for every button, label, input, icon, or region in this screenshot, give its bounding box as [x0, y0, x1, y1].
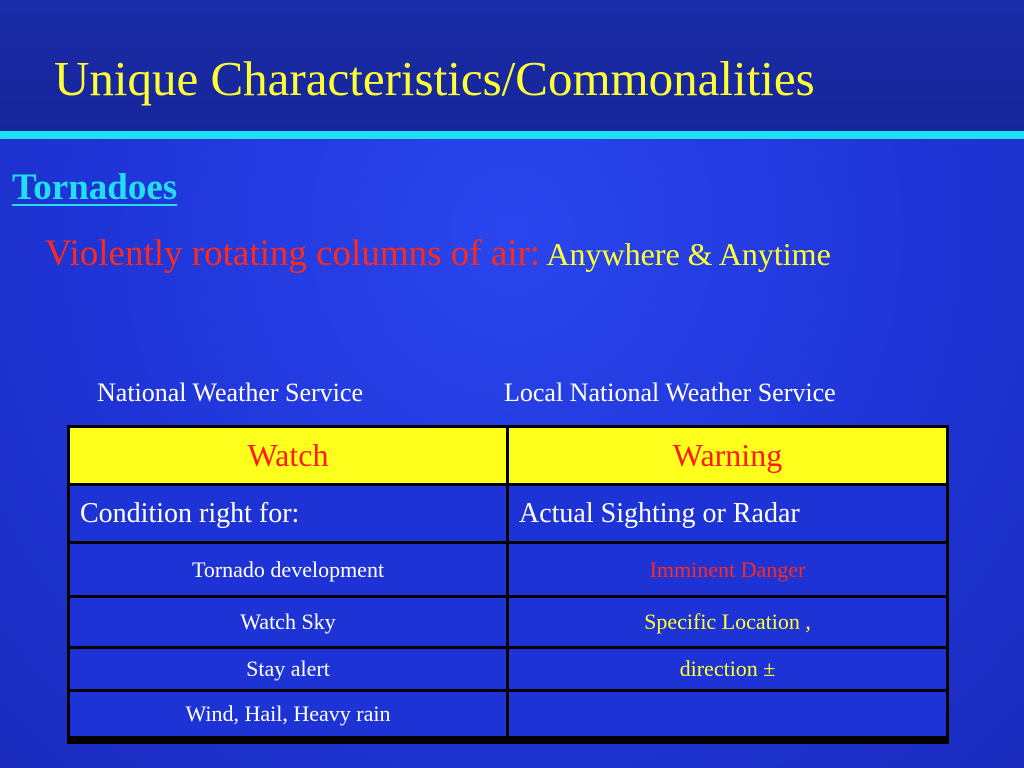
description-line: [45, 232, 831, 275]
column-caption-nws: National Weather Service: [97, 378, 363, 407]
column-caption-local-nws: Local National Weather Service: [504, 378, 836, 407]
table-cell: Condition right for:: [70, 486, 506, 541]
table-cell: Wind, Hail, Heavy rain: [70, 692, 506, 736]
slide-title: Unique Characteristics/Commonalities: [54, 51, 815, 106]
table-cell: Specific Location ,: [509, 598, 946, 646]
watch-warning-table: [67, 425, 949, 744]
table-cell: Watch Sky: [70, 598, 506, 646]
header-warning: Warning: [509, 428, 946, 483]
section-heading: Tornadoes: [12, 167, 178, 208]
title-band: [0, 0, 1024, 131]
description-main: Violently rotating columns of air:: [45, 233, 541, 274]
table-cell: Actual Sighting or Radar: [509, 486, 946, 541]
table-cell: Stay alert: [70, 649, 506, 689]
header-watch: Watch: [70, 428, 506, 483]
title-divider: [0, 131, 1024, 139]
table-cell: direction ±: [509, 649, 946, 689]
description-tail: Anywhere & Anytime: [540, 236, 831, 272]
table-cell: Imminent Danger: [509, 544, 946, 595]
table-cell-empty: [509, 692, 946, 736]
table-cell: Tornado development: [70, 544, 506, 595]
